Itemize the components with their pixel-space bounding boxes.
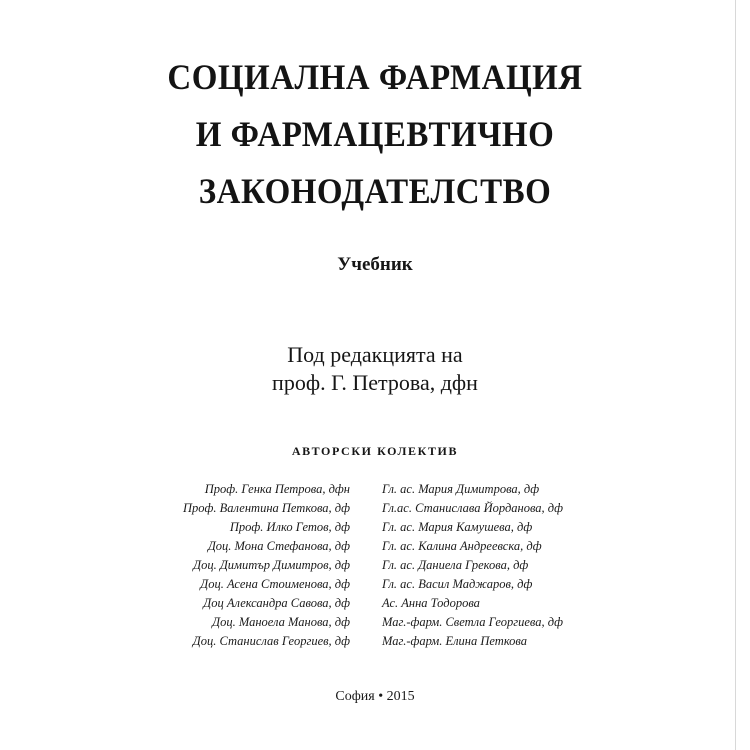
author-entry: Доц. Мона Стефанова, дф (207, 539, 350, 553)
title-line-2: И ФАРМАЦЕВТИЧНО (195, 115, 555, 155)
author-entry: Маг.-фарм. Светла Георгиева, дф (382, 615, 563, 629)
author-entry: Проф. Генка Петрова, дфн (204, 482, 350, 496)
author-entry: Гл. ас. Даниела Грекова, дф (382, 558, 529, 572)
book-subtitle: Учебник (337, 254, 413, 275)
author-entry: Доц. Асена Стоименова, дф (200, 577, 350, 591)
author-entry: Проф. Валентина Петкова, дф (183, 501, 350, 515)
author-entry: Гл. ас. Васил Маджаров, дф (382, 577, 533, 591)
author-entry: Доц. Станислав Георгиев, дф (192, 634, 350, 648)
author-entry: Ас. Анна Тодорова (382, 596, 480, 610)
author-entry: Гл. ас. Калина Андреевска, дф (382, 539, 542, 553)
publication-place-year: София • 2015 (335, 689, 415, 704)
book-title (0, 50, 750, 221)
author-entry: Доц Александра Савова, дф (203, 596, 350, 610)
collective-heading: АВТОРСКИ КОЛЕКТИВ (291, 444, 459, 458)
authors-left-column (183, 480, 350, 651)
author-entry: Гл. ас. Мария Камушева, дф (382, 520, 533, 534)
author-entry: Доц. Димитър Димитров, дф (193, 558, 350, 572)
title-line-3: ЗАКОНОДАТЕЛСТВО (198, 172, 552, 212)
author-entry: Проф. Илко Гетов, дф (229, 520, 350, 534)
editor-line-2: проф. Г. Петрова, дфн (272, 370, 478, 395)
editor-block (0, 341, 750, 397)
author-entry: Гл.ас. Станислава Йорданова, дф (382, 501, 564, 515)
author-entry: Маг.-фарм. Елина Петкова (382, 634, 528, 648)
title-line-1: СОЦИАЛНА ФАРМАЦИЯ (167, 58, 583, 98)
author-entry: Доц. Маноела Манова, дф (212, 615, 350, 629)
author-entry: Гл. ас. Мария Димитрова, дф (382, 482, 540, 496)
authors-right-column (382, 480, 563, 651)
editor-line-1: Под редакцията на (287, 342, 463, 367)
